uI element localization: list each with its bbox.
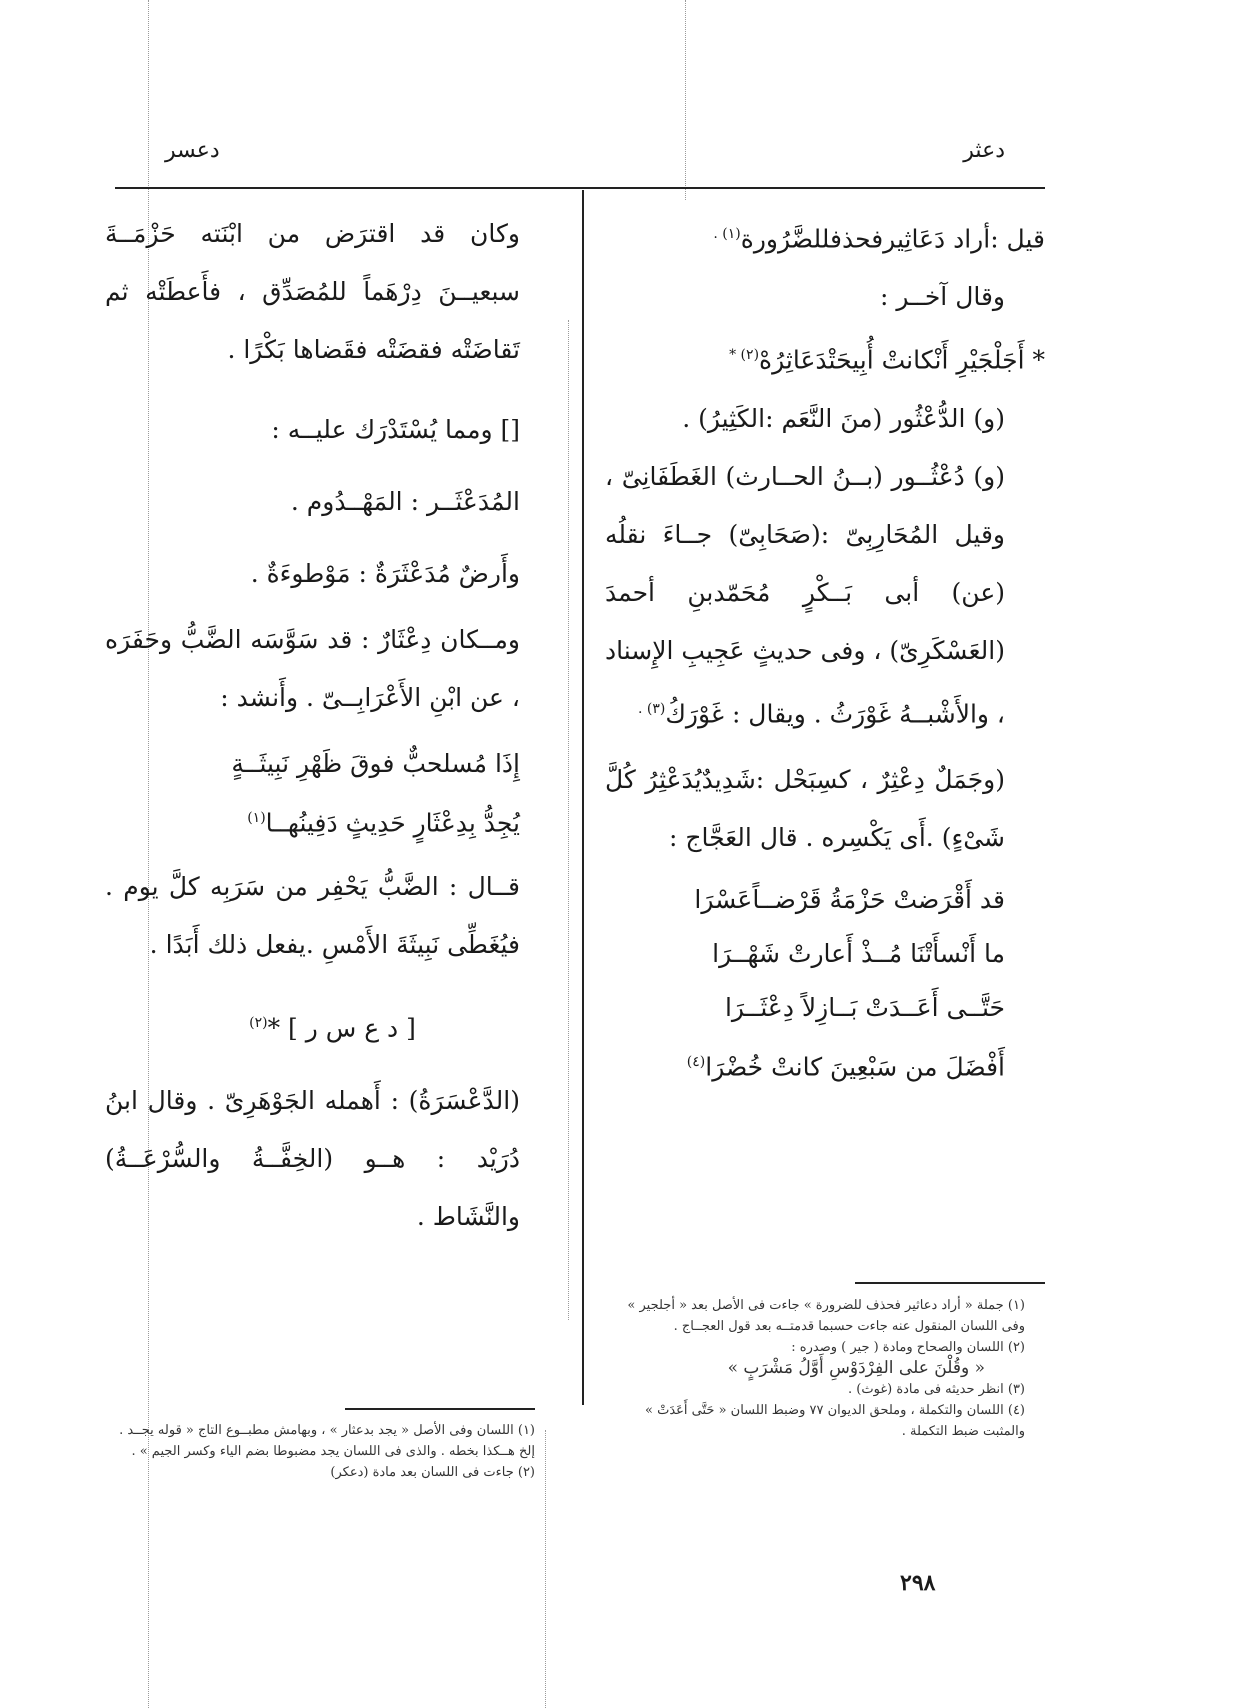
entry-text: وأَرضٌ مُدَعْثَرَةٌ : مَوْطوءَةٌ . [250,559,520,588]
scan-line-mid [545,1430,546,1708]
footnote-verse: « وقُلْنَ على الفِرْدَوْسِ أَوَّلُ مَشْرَبٍ » [727,1358,985,1378]
footnote-ref: (١) [247,810,266,826]
footnotes-right [605,1295,1025,1442]
footnotes-left [105,1420,535,1483]
entry-text: (و) الدُّعْثُور (منَ النَّعَم :الكَثِيرُ) . [682,403,1005,433]
footnote-rule [855,1282,1045,1284]
running-header-right: دعثر [963,138,1005,163]
entry-text: [] ومما يُسْتَدْرَك عليــه : [271,415,520,444]
footnote: (١) جملة « أراد دعاثير فحذف للضرورة » جاءت فى الأصل بعد « أجلجير » وفى اللسان المنقول عنه جاءت حسبما قدمتــه بعد قول العجــاج . [627,1298,1025,1334]
footnote: (٢) جاءت فى اللسان بعد مادة (دعكر) [330,1465,535,1480]
verse-text: أَفْضَلَ من سَبْعِينَ كانتْ خُضْرَا [705,1052,1005,1082]
entry-text: قــال : الضَّبُّ يَحْفِر من سَرَبِه كلَّ يوم . فيُغَطِّى نَبِيثَةَ الأَمْسِ .يفعل ذلك أَبَدًا . [105,872,520,960]
footnote: (٢) اللسان والصحاح ومادة ( جير ) وصدره : [791,1340,1025,1355]
entry-text: المُدَعْثَــر : المَهْــدُوم . [290,487,520,516]
footnote-ref: (١) . [713,226,741,242]
footnote: (٤) اللسان والتكملة ، وملحق الديوان ٧٧ وضبط اللسان « حَتَّى أَعَدَتْ » والمثبت ضبط التكملة . [645,1403,1025,1439]
footnote-ref: (٣) . [637,700,666,717]
header-rule [115,187,1045,189]
page-number: ٢٩٨ [900,1570,936,1596]
entry-heading [105,994,560,1057]
entry-text-body: قيل :أراد دَعَاثِيرفحذفللضَّرُورة [740,224,1045,254]
footnote-rule [345,1408,535,1410]
verse-line: قد أَقْرَضتْ حَزْمَةُ قَرْضــاًعَسْرَا [694,884,1005,914]
left-column [105,205,560,1246]
entry-text [605,205,1045,268]
verse-line [105,791,520,850]
footnote-ref: (٤) [686,1053,706,1070]
entry-text: ومــكان دِعْثَارٌ : قد سَوَّسَه الضَّبُّ وحَفَرَه ، عن ابْنِ الأَعْرَابِــىّ . وأَنشد : [105,625,520,712]
heading-text: [ د ع س ر ] * [267,1013,416,1043]
entry-text-body: (و) دُعْثُــور (بــنُ الحــارث) الغَطَفَانِىّ ، وقيل المُحَارِبِىّ :(صَحَابِىّ) جــاءَ نقلُه (عن) أبى بَــكْرٍ مُحَمّدبنِ أحمدَ (العَسْكَرِىّ) ، وفى حديثٍ عَجِيبِ الإِسناد ، والأَشْبــهُ غَوْرَثُ . ويقال : غَوْرَكُ [605,461,1005,728]
scan-line-center [685,0,686,200]
entry-text: وكان قد اقترَض من ابْنَته حَزْمَــةَ سبعيــنَ دِرْهَماً للمُصَدِّق ، فأَعطَتْه ثم تَقاضَتْه فقضَتْه فقَضاها بَكْرًا . [105,219,520,364]
footnote-ref: (٢) * [729,347,760,364]
footnote: (٣) انظر حديثه فى مادة (غوث) . [848,1382,1025,1397]
entry-text [605,448,1045,743]
verse-block [605,873,1045,1094]
column-divider [582,190,584,1405]
verse-text: * أَجَلْجَيْرِ أَنْكانتْ أُبِيحَتْدَعَاثِرُهْ [759,345,1045,375]
verse-line: ما أَنْسأَتْنَا مُــذْ أَعارتْ شَهْــرَا [712,938,1005,968]
verse-text: يُجِدُّ بِدِعْثَارٍ حَدِيثٍ دَفِينُهــا [265,808,520,838]
verse-line: إِذَا مُسلحبٌّ فوقَ ظَهْرِ نَبِيثَــةٍ [231,749,520,778]
entry-text: (الدَّعْسَرَةُ) : أَهمله الجَوْهَرِىّ . وقال ابنُ دُرَيْد : هــو (الخِفَّــةُ والسُّرْعَــةُ) والنَّشَاط . [105,1085,520,1231]
verse-line: حَتَّــى أَعَــدَتْ بَــازِلاً دِعْثَــرَا [724,992,1005,1022]
running-header-left: دعسر [165,138,220,163]
footnote-ref: (٢) [249,1015,268,1032]
footnote: (١) اللسان وفى الأصل « يجد بدعثار » ، وبهامش مطبــوع التاج « قوله يجــد . إلخ هــكذا بخطه . والذى فى اللسان يجد مضبوطا بضم الياء وكسر الجيم » . [119,1423,535,1459]
verse-block [105,737,560,850]
verse-line [605,326,1045,389]
entry-text: وقال آخــر : [880,282,1005,312]
scan-line-gutter [568,320,569,1320]
entry-text: (وجَمَلٌ دِعْثِرٌ ، كسِبَحْل :شَدِيدٌيُدَعْثِرُ كُلَّ شَىْءٍ) .أَى يَكْسِره . قال العَجَّاج : [605,764,1005,852]
verse-line [605,1035,1005,1094]
right-column [605,205,1045,1094]
